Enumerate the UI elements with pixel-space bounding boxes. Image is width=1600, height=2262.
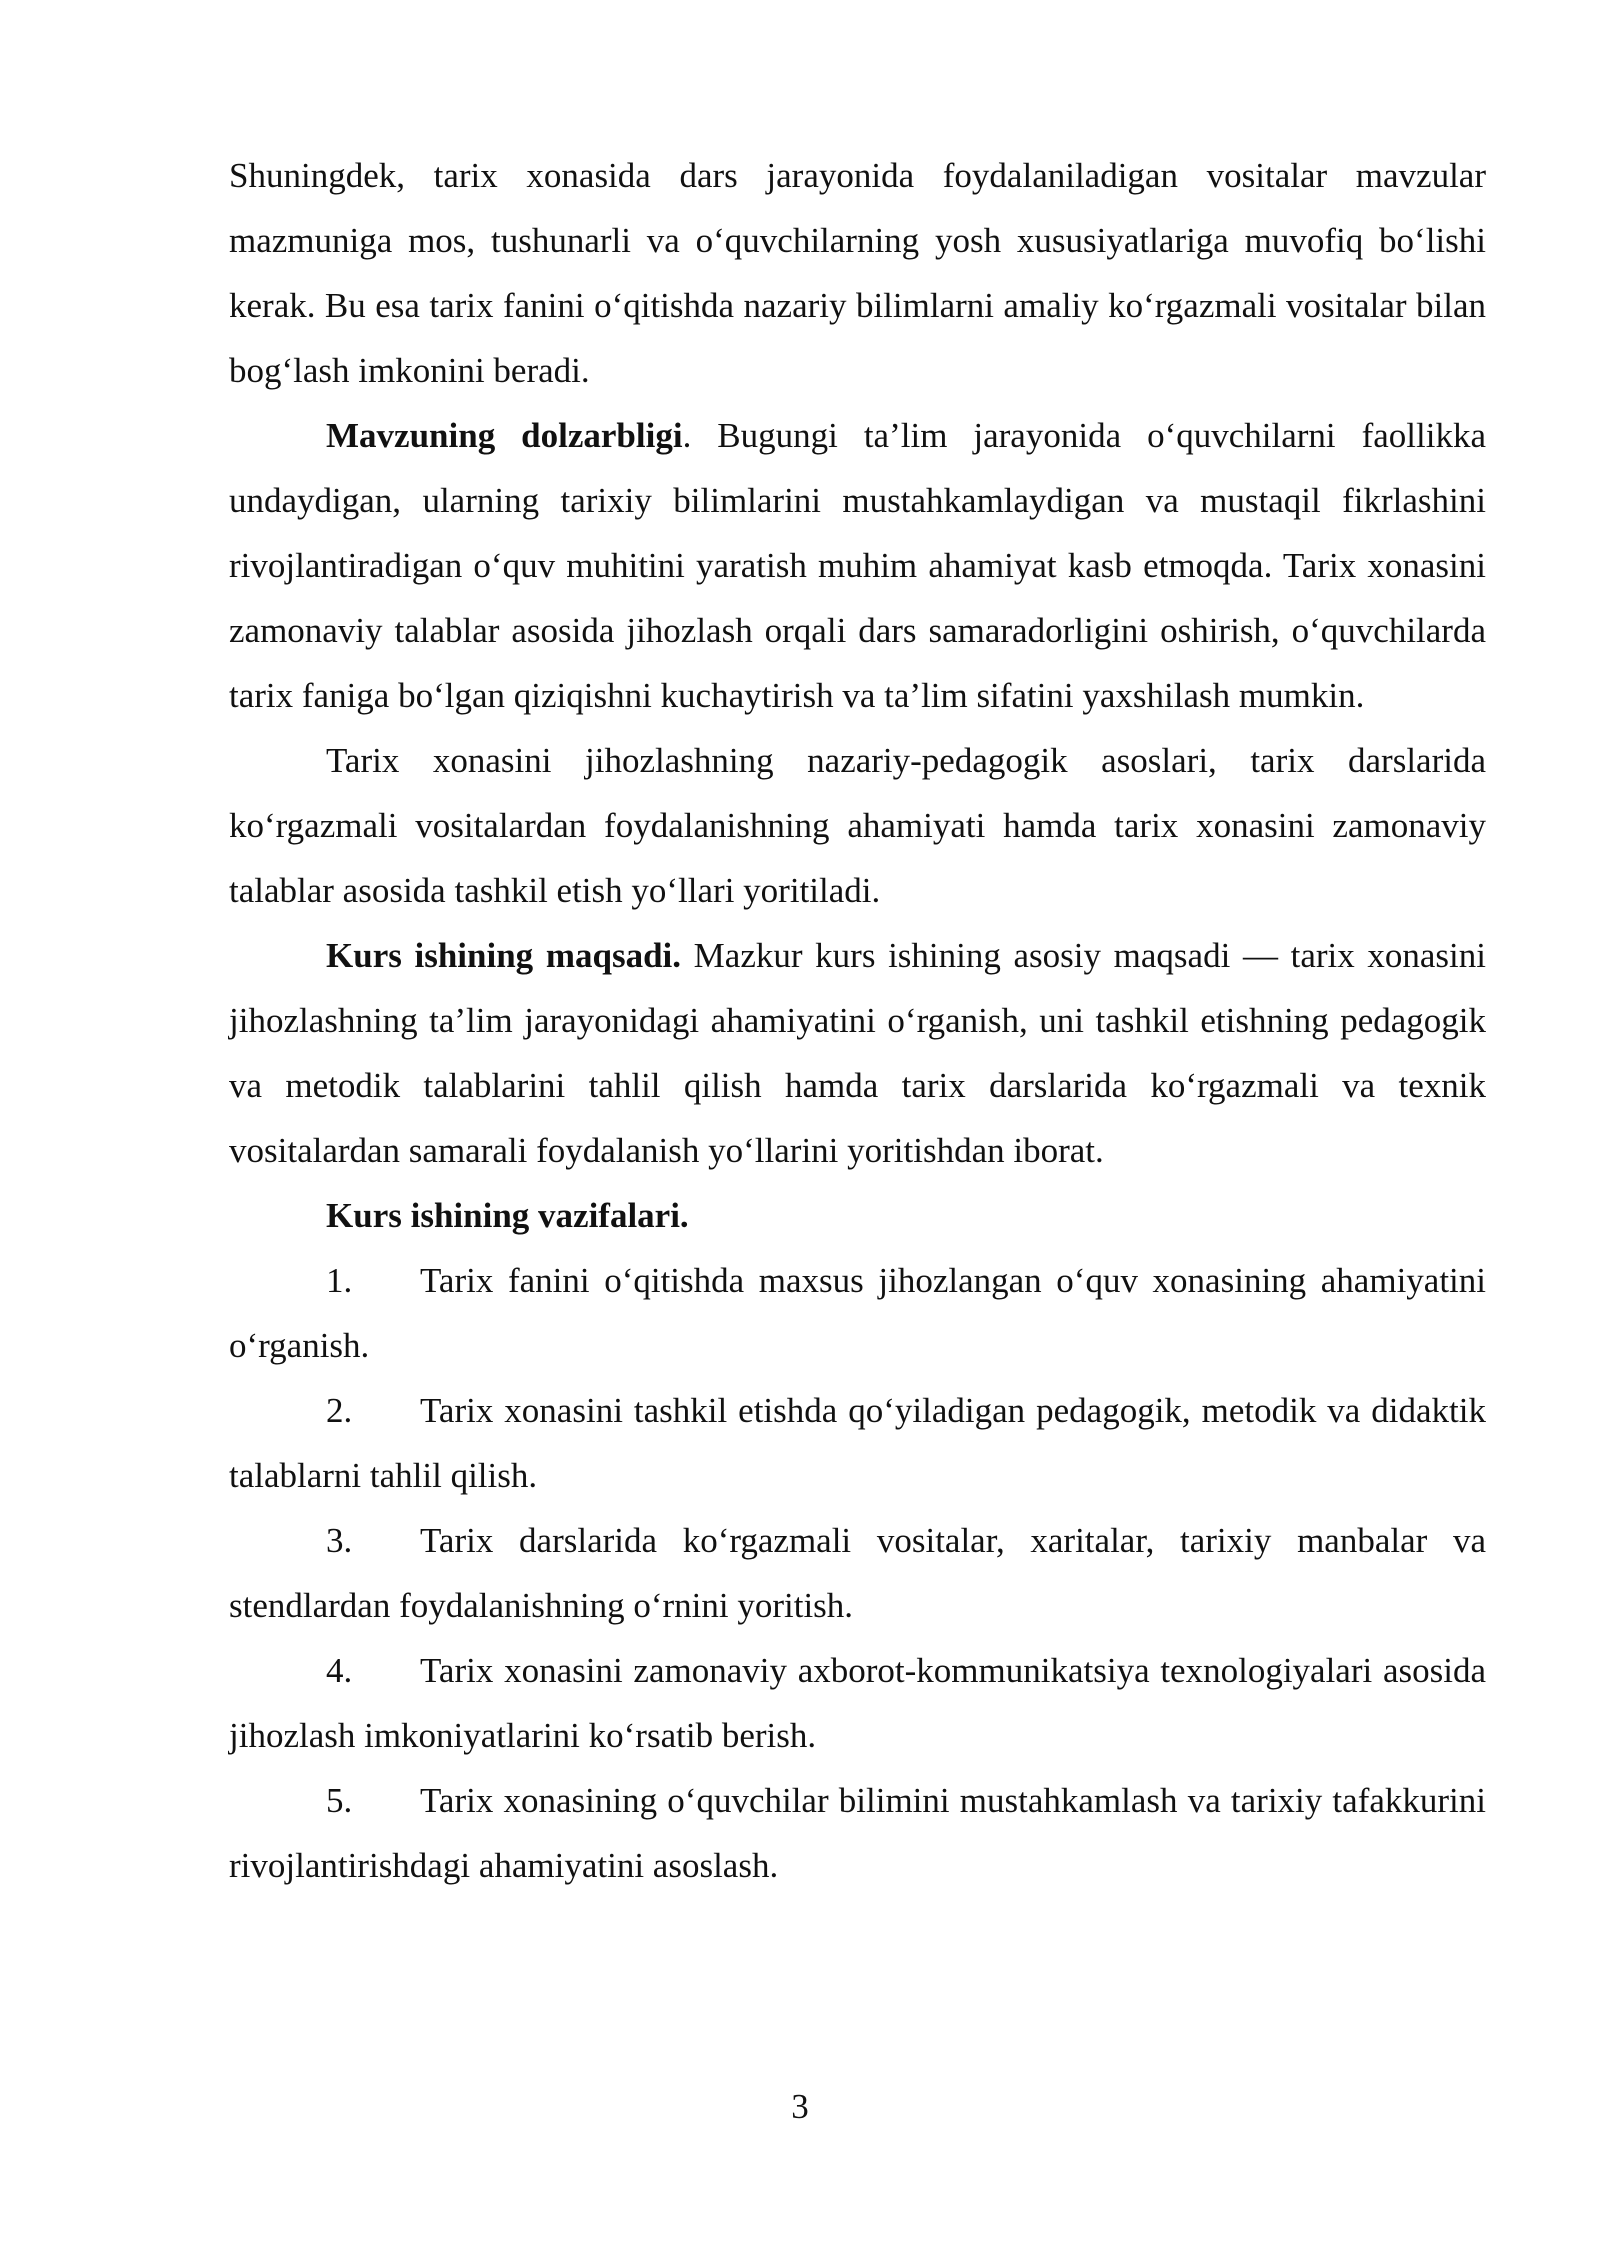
goal-text: Mazkur kurs ishining asosiy maqsadi — tarix xonasini jihozlashning ta’lim jarayonidagi ahamiyatini o‘rganish, uni tashkil etishning pedagogik va metodik talablarini tahlil qilish hamda tarix darslarida ko‘rgazmali va texnik vositalardan samarali foydalanish yo‘llarini yoritishdan iborat. <box>229 936 1486 1170</box>
tasks-heading: Kurs ishining vazifalari. <box>326 1196 689 1235</box>
task-text: Tarix xonasini tashkil etishda qo‘yiladigan pedagogik, metodik va didaktik talablarni tahlil qilish. <box>229 1391 1486 1495</box>
relevance-heading: Mavzuning dolzarbligi <box>326 416 683 455</box>
relevance-text: . Bugungi ta’lim jarayonida o‘quvchilarni faollikka undaydigan, ularning tarixiy bilimlarini mustahkamlaydigan va mustaqil fikrlashini rivojlantiradigan o‘quv muhitini yaratish muhim ahamiyat kasb etmoqda. Tarix xonasini zamonaviy talablar asosida jihozlash orqali dars samaradorligini oshirish, o‘quvchilarda tarix faniga bo‘lgan qiziqishni kuchaytirish va ta’lim sifatini yaxshilash mumkin. <box>229 416 1486 715</box>
task-text: Tarix fanini o‘qitishda maxsus jihozlangan o‘quv xonasining ahamiyatini o‘rganish. <box>229 1261 1486 1365</box>
task-item-5 <box>229 1768 1486 1898</box>
goal-paragraph <box>229 923 1486 1183</box>
task-number: 4. <box>326 1651 353 1690</box>
relevance-paragraph <box>229 403 1486 728</box>
task-text: Tarix darslarida ko‘rgazmali vositalar, xaritalar, tarixiy manbalar va stendlardan foydalanishning o‘rnini yoritish. <box>229 1521 1486 1625</box>
task-item-3 <box>229 1508 1486 1638</box>
task-item-4 <box>229 1638 1486 1768</box>
task-item-2 <box>229 1378 1486 1508</box>
task-text: Tarix xonasining o‘quvchilar bilimini mustahkamlash va tarixiy tafakkurini rivojlantirishdagi ahamiyatini asoslash. <box>229 1781 1486 1885</box>
document-body <box>229 143 1486 1898</box>
task-number: 1. <box>326 1261 353 1300</box>
goal-heading: Kurs ishining maqsadi. <box>326 936 682 975</box>
coverage-paragraph: Tarix xonasini jihozlashning nazariy-pedagogik asoslari, tarix darslarida ko‘rgazmali vositalardan foydalanishning ahamiyati hamda tarix xonasini zamonaviy talablar asosida tashkil etish yo‘llari yoritiladi. <box>229 741 1486 910</box>
task-number: 5. <box>326 1781 353 1820</box>
task-text: Tarix xonasini zamonaviy axborot-kommunikatsiya texnologiyalari asosida jihozlash imkoniyatlarini ko‘rsatib berish. <box>229 1651 1486 1755</box>
task-number: 2. <box>326 1391 353 1430</box>
intro-paragraph: Shuningdek, tarix xonasida dars jarayonida foydalaniladigan vositalar mavzular mazmuniga mos, tushunarli va o‘quvchilarning yosh xususiyatlariga muvofiq bo‘lishi kerak. Bu esa tarix fanini o‘qitishda nazariy bilimlarni amaliy ko‘rgazmali vositalar bilan bog‘lash imkonini beradi. <box>229 156 1486 390</box>
task-number: 3. <box>326 1521 353 1560</box>
page-number: 3 <box>791 2087 809 2126</box>
task-item-1 <box>229 1248 1486 1378</box>
